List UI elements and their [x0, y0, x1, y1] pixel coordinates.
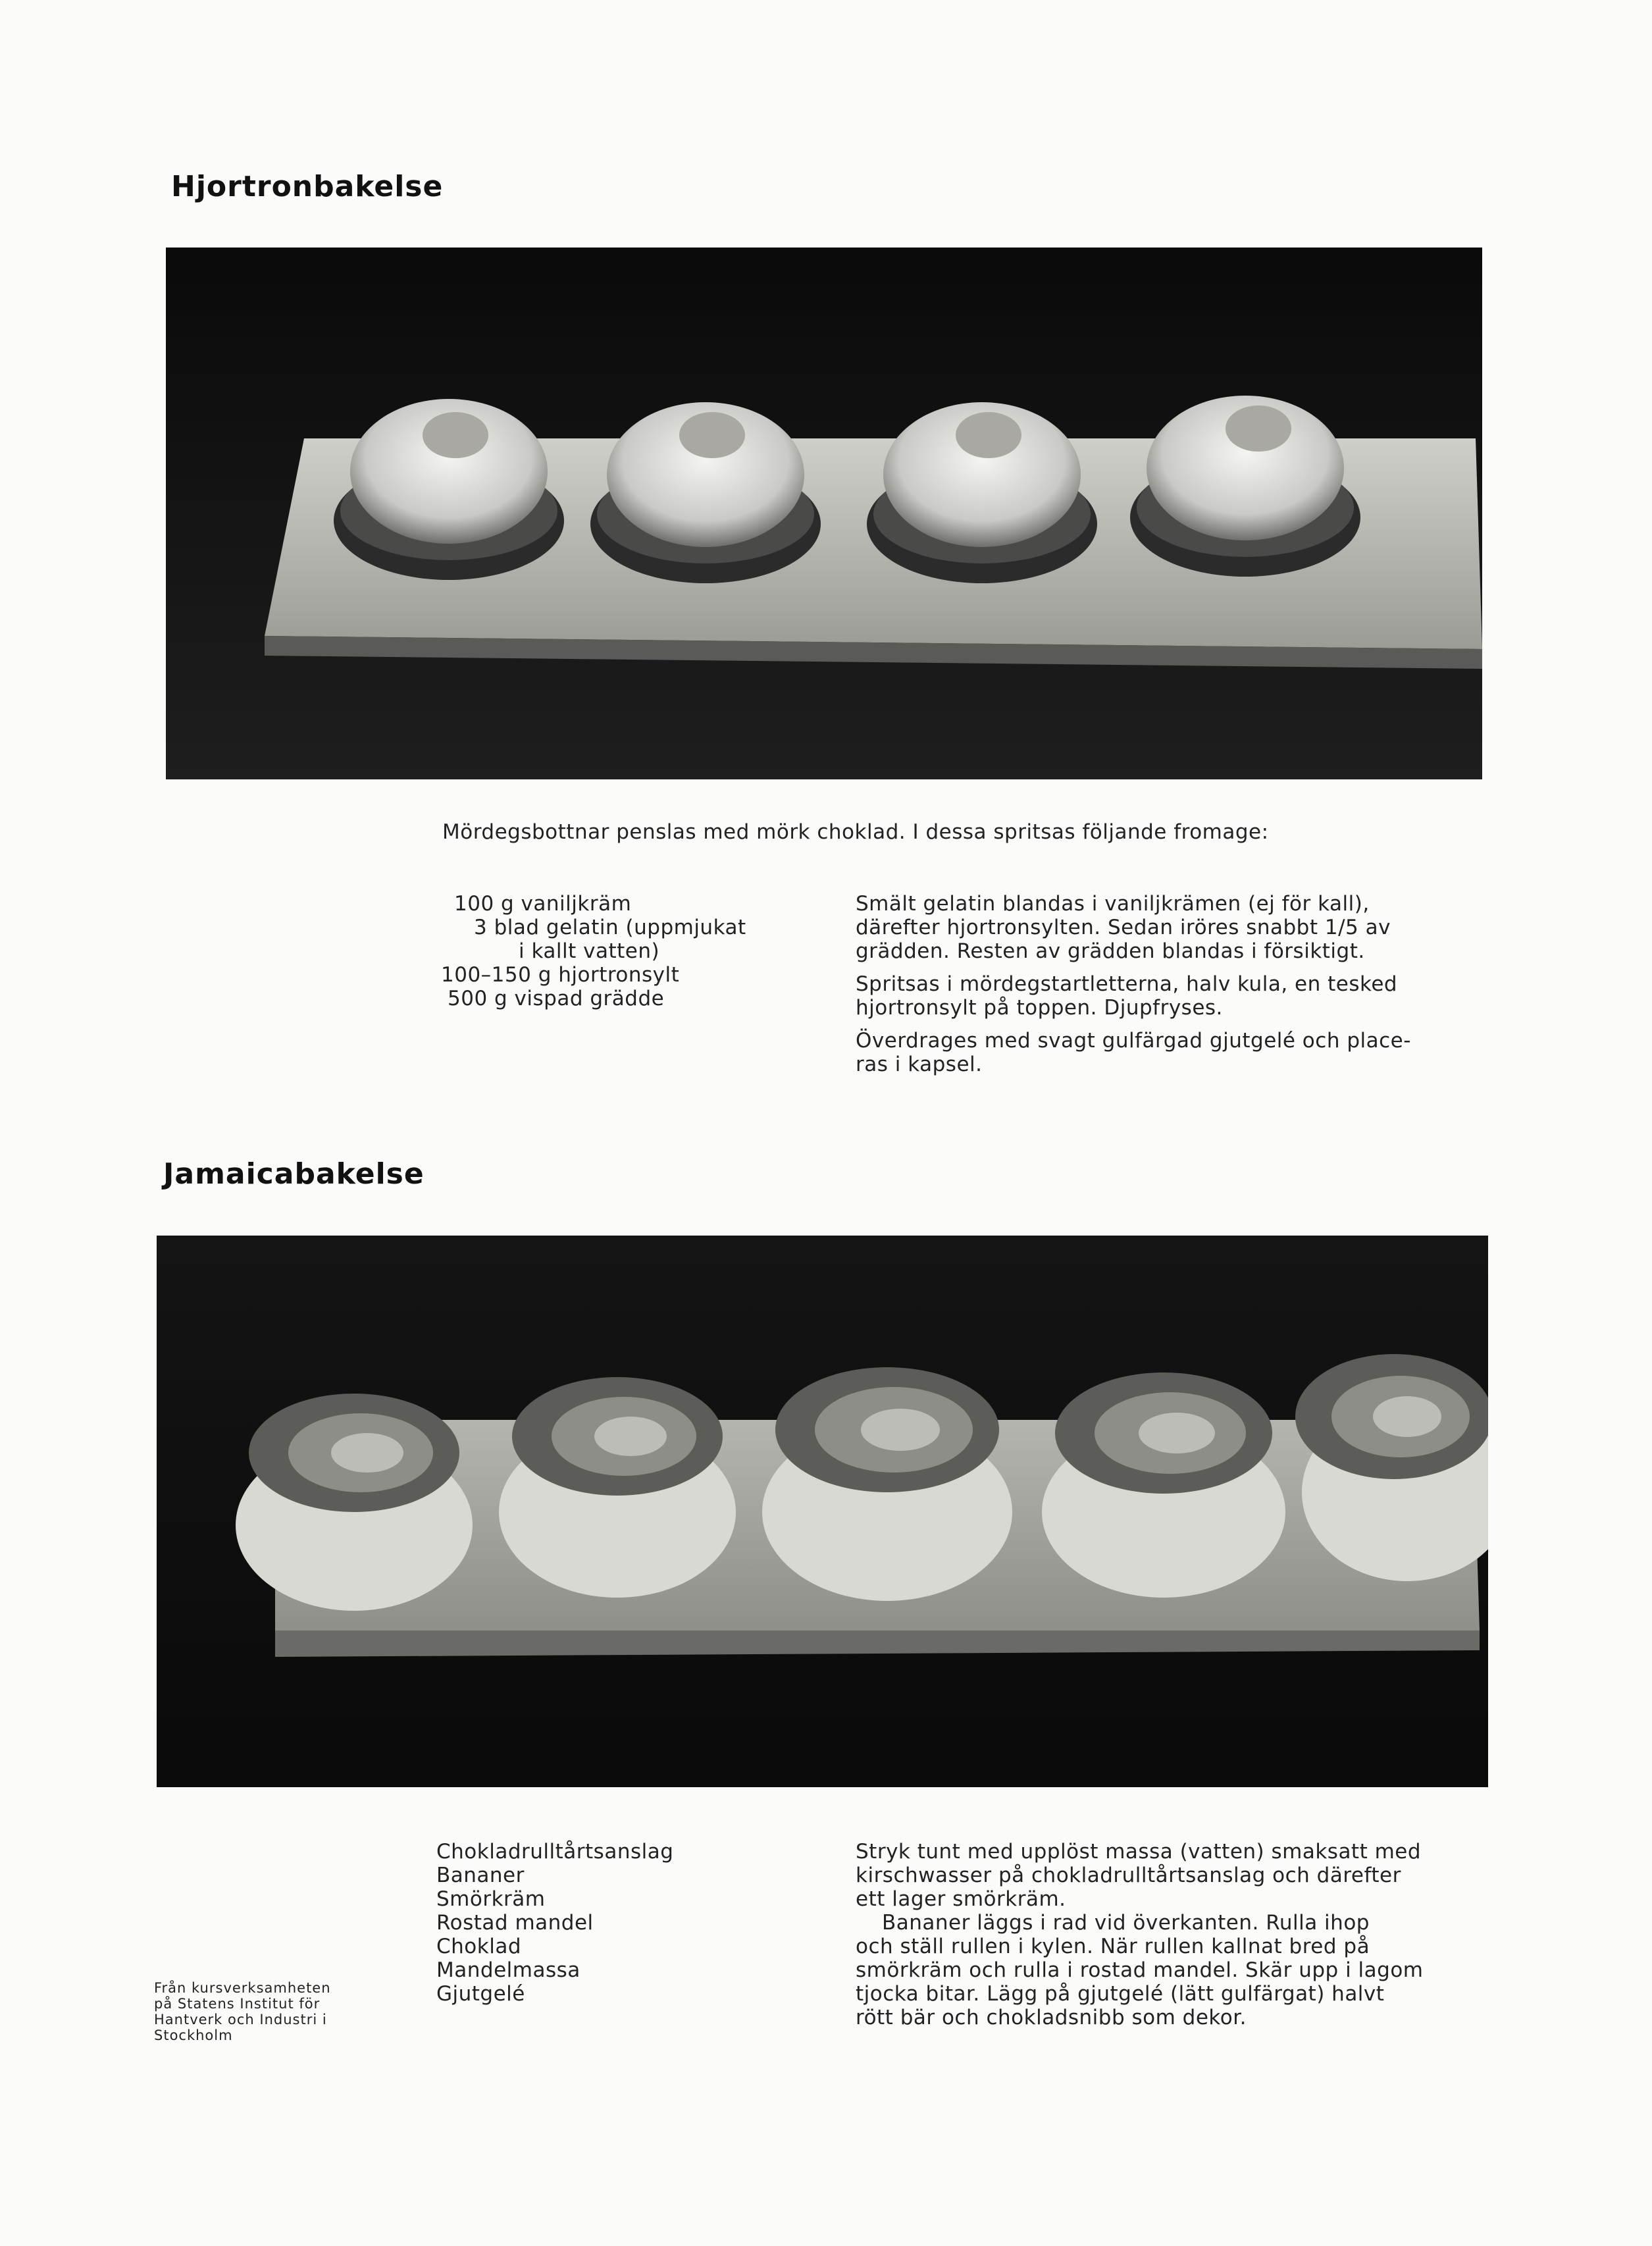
instruction-line: tjocka bitar. Lägg på gjutgelé (lätt gulfärgat) halvt — [856, 1982, 1385, 2006]
instruction-line: och ställ rullen i kylen. När rullen kallnat bred på — [856, 1935, 1370, 1958]
photo-hjortronbakelse — [166, 248, 1482, 779]
slice-1 — [236, 1394, 473, 1611]
ingredient: 100 g vaniljkräm — [454, 892, 632, 916]
ingredient: Chokladrulltårtsanslag — [436, 1840, 674, 1864]
credit-line: Stockholm — [154, 2027, 233, 2043]
ingredient: Mandelmassa — [436, 1958, 581, 1982]
ingredient: Choklad — [436, 1935, 521, 1958]
ingredient: Gjutgelé — [436, 1982, 525, 2006]
instruction-line: rött bär och chokladsnibb som dekor. — [856, 2006, 1247, 2029]
instruction-line: hjortronsylt på toppen. Djupfryses. — [856, 996, 1223, 1020]
ingredient: 100–150 g hjortronsylt — [441, 963, 680, 987]
instruction-line: kirschwasser på chokladrulltårtsanslag och därefter — [856, 1864, 1401, 1887]
slice-4 — [1042, 1372, 1285, 1598]
ingredient-list-hjortron — [441, 892, 810, 1010]
instructions-jamaica — [856, 1840, 1461, 2039]
instruction-line: Spritsas i mördegstartletterna, halv kula, en tesked — [856, 972, 1398, 996]
instruction-line: ras i kapsel. — [856, 1053, 983, 1076]
ingredient: Smörkräm — [436, 1887, 546, 1911]
instruction-line: Överdrages med svagt gulfärgad gjutgelé och place- — [856, 1029, 1411, 1053]
slice-2 — [499, 1377, 736, 1598]
slice-3 — [762, 1367, 1012, 1601]
credit-line: Från kursverksamheten — [154, 1980, 331, 1996]
instruction-line: grädden. Resten av grädden blandas i försiktigt. — [856, 939, 1365, 963]
instruction-line: därefter hjortronsylten. Sedan iröres snabbt 1/5 av — [856, 916, 1391, 939]
pastry-photo-illustration — [166, 248, 1482, 779]
instruction-paragraph — [856, 1911, 1461, 2029]
instruction-line: smörkräm och rulla i rostad mandel. Skär upp i lagom — [856, 1958, 1424, 1982]
credit-note — [154, 1980, 378, 2043]
ingredient: Rostad mandel — [436, 1911, 594, 1935]
instruction-line: Smält gelatin blandas i vaniljkrämen (ej för kall), — [856, 892, 1370, 916]
instruction-line: Bananer läggs i rad vid överkanten. Rulla ihop — [882, 1911, 1370, 1935]
ingredient: i kallt vatten) — [519, 939, 660, 963]
ingredient: Bananer — [436, 1864, 525, 1887]
instruction-paragraph — [856, 1840, 1461, 1911]
instruction-paragraph — [856, 892, 1461, 963]
instructions-hjortron — [856, 892, 1461, 1085]
pastry-photo-illustration — [157, 1236, 1488, 1787]
page-title-jamaicabakelse: Jamaicabakelse — [163, 1157, 425, 1191]
instruction-line: ett lager smörkräm. — [856, 1887, 1066, 1911]
instruction-paragraph — [856, 972, 1461, 1020]
page-title-hjortronbakelse: Hjortronbakelse — [171, 170, 444, 203]
credit-line: på Statens Institut för — [154, 1996, 321, 2012]
instruction-line: Stryk tunt med upplöst massa (vatten) smaksatt med — [856, 1840, 1422, 1864]
ingredient-list-jamaica — [436, 1840, 779, 2006]
credit-line: Hantverk och Industri i — [154, 2012, 327, 2027]
intro-text: Mördegsbottnar penslas med mörk choklad. I dessa spritsas följande fromage: — [442, 820, 1269, 844]
ingredient: 3 blad gelatin (uppmjukat — [474, 916, 746, 939]
photo-jamaicabakelse — [157, 1236, 1488, 1787]
instruction-paragraph — [856, 1029, 1461, 1076]
ingredient: 500 g vispad grädde — [448, 987, 665, 1010]
